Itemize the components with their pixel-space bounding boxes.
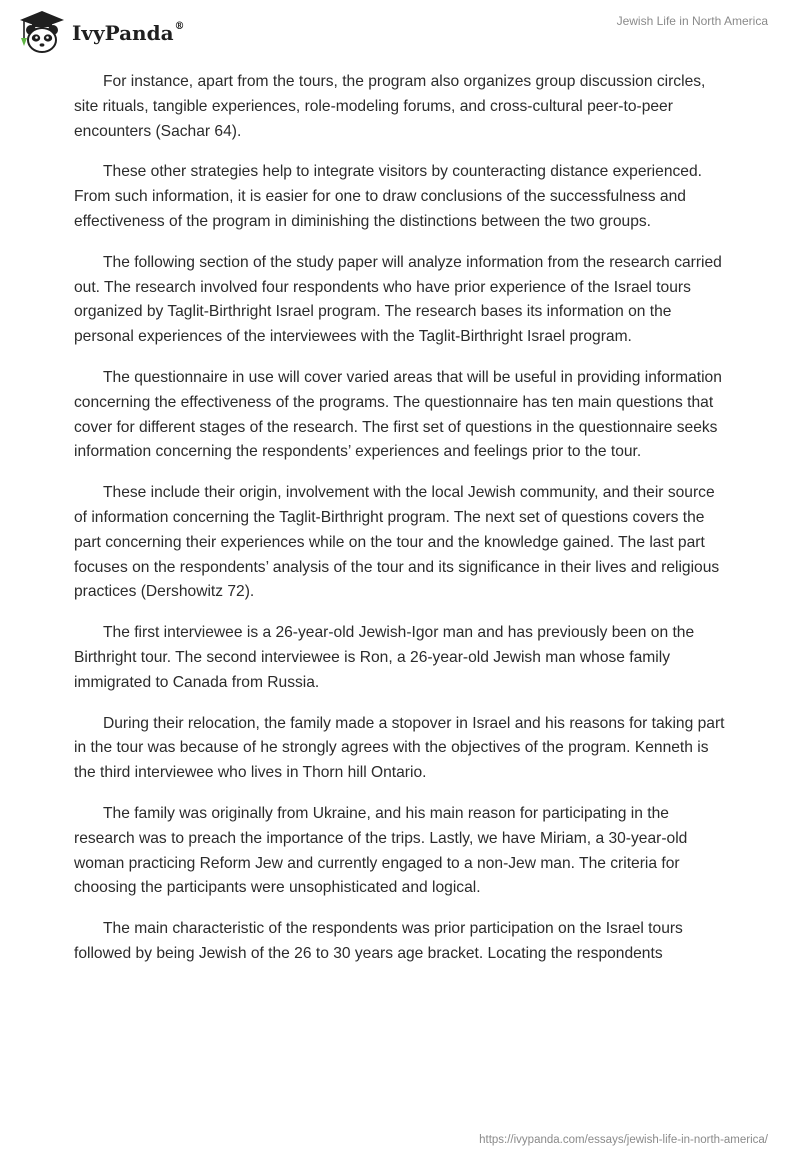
paragraph: During their relocation, the family made a stopover in Israel and his reasons for taking part in the tour was because of he strongly agrees with the objectives of the program. Kenneth is the third interviewee who lives in Thorn hill Ontario. xyxy=(74,714,725,782)
registered-mark: ® xyxy=(174,21,185,33)
paragraph: The first interviewee is a 26-year-old Jewish-Igor man and has previously been on the Birthright tour. The second interviewee is Ron, a 26-year-old Jewish man whose family immigrated to Canada from Russia. xyxy=(74,624,695,691)
page-header xyxy=(0,0,800,64)
document-title: Jewish Life in North America xyxy=(616,14,768,28)
panda-graduate-icon xyxy=(12,8,68,56)
paragraph: These include their origin, involvement with the local Jewish community, and their source of information concerning the Taglit-Birthright program. The next set of questions covers the part concerning their experiences while on the tour and the knowledge gained. The last part focuses on the respondents’ analysis of the tour and its significance in their lives and religious practices (Dershowitz 72). xyxy=(74,484,720,601)
ivypanda-logo[interactable] xyxy=(12,6,185,58)
paragraph: The questionnaire in use will cover varied areas that will be useful in providing information concerning the effectiveness of the programs. The questionnaire has ten main questions that cover for different stages of the research. The first set of questions in the questionnaire seeks information concerning the respondents’ experiences and feelings prior to the tour. xyxy=(74,368,722,461)
paragraph: These other strategies help to integrate visitors by counteracting distance experienced. From such information, it is easier for one to draw conclusions of the successfulness and effectiveness of the program in diminishing the distinctions between the two groups. xyxy=(74,163,702,230)
essay-body xyxy=(74,70,726,983)
paragraph: The family was originally from Ukraine, and his main reason for participating in the research was to preach the importance of the trips. Lastly, we have Miriam, a 30-year-old woman practicing Reform Jew and currently engaged to a non-Jew man. The criteria for choosing the participants were unsophisticated and logical. xyxy=(74,804,688,897)
source-url-link[interactable]: https://ivypanda.com/essays/jewish-life-in-north-america/ xyxy=(479,1134,768,1146)
paragraph: The main characteristic of the respondents was prior participation on the Israel tours followed by being Jewish of the 26 to 30 years age bracket. Locating the respondents xyxy=(74,920,683,962)
brand-name: IvyPanda® xyxy=(72,21,185,45)
paragraph: The following section of the study paper will analyze information from the research carried out. The research involved four respondents who have prior experience of the Israel tours organized by Taglit-Birthright Israel program. The research bases its information on the personal experiences of the interviewees with the Taglit-Birthright Israel program. xyxy=(74,253,722,346)
paragraph: For instance, apart from the tours, the program also organizes group discussion circles, site rituals, tangible experiences, role-modeling forums, and cross-cultural peer-to-peer encounters (Sachar 64). xyxy=(74,73,706,140)
